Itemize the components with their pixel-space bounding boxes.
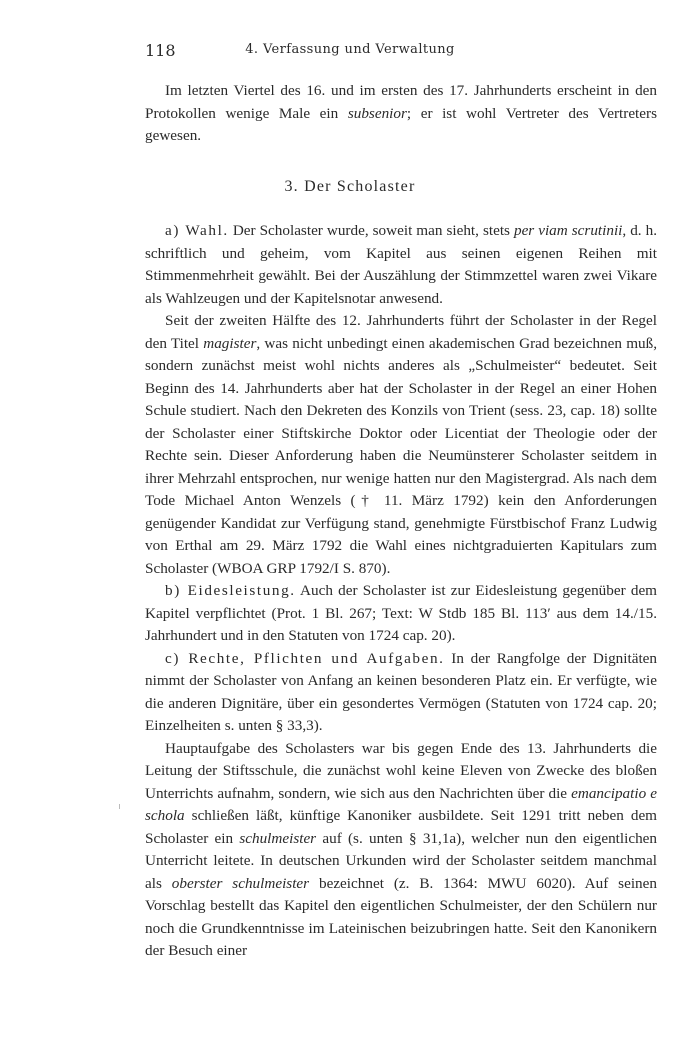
italic-term: per viam scrutinii	[513, 222, 623, 239]
paragraph-text: Seit der zweiten Hälfte des 12. Jahrhunderts führt der Scholaster in der Regel den Titel	[145, 312, 657, 352]
intro-paragraph	[145, 80, 657, 148]
subsection-label: c) Rechte, Pflichten und Aufgaben.	[165, 649, 445, 667]
paragraph-text: Auch der Scholaster ist zur Eidesleistung gegenüber dem Kapitel verpflichtet (Prot. 1 Bl. 267; Text: W Stdb 185 Bl. 113′ aus dem 14./15. Jahrhundert und in den Statuten von 1724 cap. 20).	[145, 582, 657, 644]
paragraph-text: , was nicht unbedingt einen akademischen Grad bezeichnen muß, sondern zunächst meist wohl nichts anderes als „Schulmeister“ bedeutet. Seit Beginn des 14. Jahrhunderts aber hat der Scholaster in der Regel an einer Hohen Schule studiert. Nach den Dekreten des Konzils von Trient (sess. 23, cap. 18) sollte der Scholaster einer Stiftskirche Doktor oder Licentiat der Theologie oder der Rechte sein. Dieser Anforderung haben die Neumünsterer Scholaster seitdem in ihrer Mehrzahl entsprochen, nur wenige hatten nur den Magistergrad. Als nach dem Tode Michael Anton Wenzels († 11. März 1792) kein den Anforderungen genügender Kandidat zur Verfügung stand, genehmigte Fürstbischof Franz Ludwig von Erthal am 29. März 1792 die Wahl eines nichtgraduierten Kapitulars zum Scholaster (WBOA GRP 1792/I S. 870).	[145, 334, 657, 577]
paragraph-text: Der Scholaster wurde, soweit man sieht, stets	[228, 222, 514, 239]
paragraph-text: bezeichnet (z. B. 1364: MWU 6020). Auf seinen Vorschlag bestellt das Kapitel den eigentlichen Schulmeister, der den Schülern nur noch die Grundkenntnisse im Lateinischen beizubringen hatte. Seit den Kanonikern der Besuch einer	[145, 874, 657, 959]
paragraph-text: auf (s. unten § 31,1a), welcher nun den eigentlichen Unterricht leitete. In deutschen Urkunden wird der Scholaster seitdem manchmal als	[145, 829, 658, 892]
running-title: 4. Verfassung und Verwaltung	[245, 42, 455, 57]
paragraph-wahl	[145, 220, 657, 310]
intro-text-1: Im letzten Viertel des 16. und im ersten des 17. Jahrhunderts erscheint in den Protokollen wenige Male ein	[145, 82, 657, 122]
paragraph-text: , d. h. schriftlich und geheim, vom Kapitel aus seinen eigenen Reihen mit Stimmenmehrheit gewählt. Bei der Auszählung der Stimmzettel waren zwei Vikare als Wahlzeugen und der Kapitelsnotar anwesend.	[145, 222, 657, 307]
section-body	[145, 220, 657, 963]
page-number: 118	[145, 41, 176, 60]
paragraph-magister	[145, 310, 657, 580]
paragraph-rechte	[145, 648, 657, 738]
paragraph-text: In der Rangfolge der Dignitäten nimmt der Scholaster von Anfang an keinen besonderen Platz ein. Er verfügte, wie die anderen Dignitäre, über ein gesondertes Vermögen (Statuten von 1724 cap. 20; Einzelheiten s. unten § 33,3).	[145, 649, 658, 734]
paragraph-hauptaufgabe	[145, 738, 657, 963]
italic-term: emancipatio e schola	[145, 784, 657, 824]
italic-term: oberster schulmeister	[171, 874, 310, 892]
margin-mark	[119, 804, 120, 809]
paragraph-eidesleistung	[145, 580, 657, 648]
intro-term: subsenior	[347, 104, 407, 122]
paragraph-text: Hauptaufgabe des Scholasters war bis gegen Ende des 13. Jahrhunderts die Leitung der Stiftsschule, die zunächst wohl keine Eleven von Zwecke des bloßen Unterrichts aufnahm, sondern, wie sich aus den Nachrichten über die	[145, 739, 657, 802]
subsection-label: a) Wahl.	[165, 222, 229, 239]
italic-term: magister	[203, 334, 257, 352]
italic-term: schulmeister	[239, 829, 317, 847]
subsection-label: b) Eidesleistung.	[165, 582, 296, 599]
paragraph-text: schließen läßt, künftige Kanoniker ausbildete. Seit 1291 tritt neben dem Scholaster ein	[145, 807, 657, 847]
intro-text-2: ; er ist wohl Vertreter des Vertreters gewesen.	[145, 104, 657, 144]
section-heading: 3. Der Scholaster	[284, 178, 416, 195]
